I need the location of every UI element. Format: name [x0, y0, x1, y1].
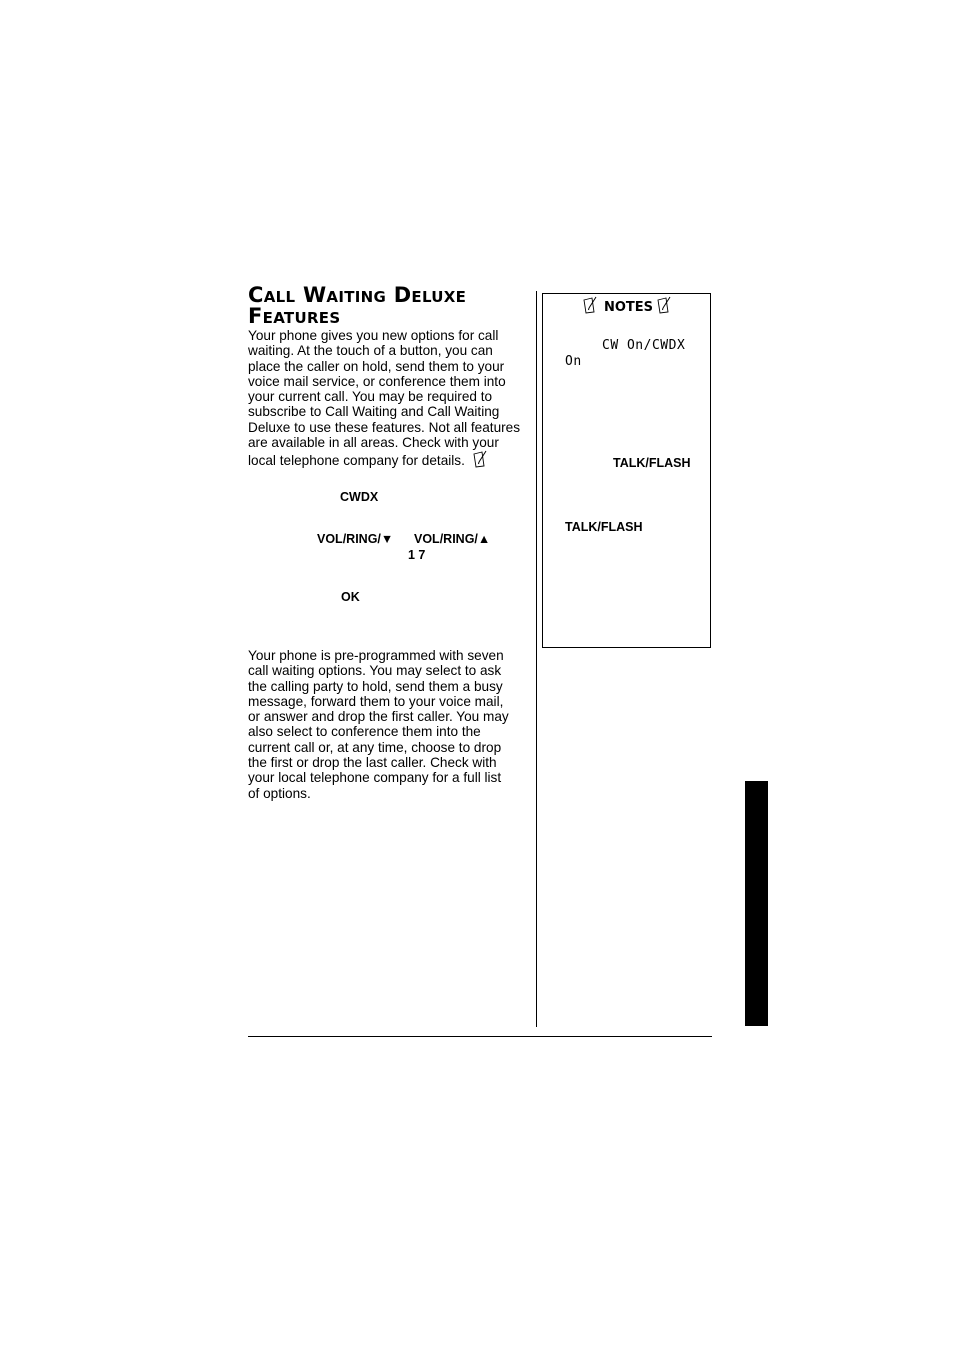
intro-line: Deluxe to use these features. Not all features — [248, 419, 521, 435]
intro-line: local telephone company for details. — [248, 453, 465, 469]
intro-line: subscribe to Call Waiting and Call Waiting — [248, 404, 500, 420]
intro-paragraph — [248, 328, 530, 469]
options-line: the first or drop the last caller. Check with — [248, 755, 497, 771]
note-pencil-icon — [472, 450, 488, 468]
section-title-line-2: Features — [248, 304, 341, 328]
vol-ring-down-key: VOL/RING/▼ — [317, 532, 394, 546]
options-line: of options. — [248, 785, 311, 801]
options-line: Your phone is pre-programmed with seven — [248, 648, 504, 663]
section-title-line-1: Call Waiting Deluxe — [248, 283, 467, 307]
lcd-display-text: On — [565, 354, 582, 369]
intro-line: your current call. You may be required to — [248, 389, 493, 405]
note-pencil-icon — [656, 296, 672, 314]
intro-line: are available in all areas. Check with your — [248, 435, 499, 451]
notes-title: NOTES — [604, 300, 654, 315]
options-line: message, forward them to your voice mail, — [248, 693, 504, 709]
intro-line-last — [248, 450, 530, 468]
talk-flash-key: TALK/FLASH — [565, 520, 643, 534]
options-line: or answer and drop the first caller. You may — [248, 709, 509, 725]
vol-ring-up-key: VOL/RING/▲ — [414, 532, 491, 546]
lcd-display-text: CW On/CWDX — [602, 338, 686, 353]
options-line: also select to conference them into the — [248, 724, 481, 740]
footer-rule — [248, 1036, 712, 1037]
options-paragraph — [248, 648, 530, 801]
options-line: the calling party to hold, send them a busy — [248, 678, 503, 694]
column-divider — [536, 291, 537, 1027]
talk-flash-key: TALK/FLASH — [613, 456, 691, 470]
section-thumb-tab — [745, 781, 768, 1026]
intro-line: waiting. At the touch of a button, you can — [248, 343, 493, 359]
intro-line: place the caller on hold, send them to your — [248, 358, 505, 374]
cwdx-label: CWDX — [340, 490, 379, 504]
options-line: call waiting options. You may select to ask — [248, 663, 502, 679]
digits-range: 1 7 — [408, 548, 426, 562]
section-title — [248, 285, 528, 327]
note-pencil-icon — [582, 296, 598, 314]
options-line: current call or, at any time, choose to drop — [248, 739, 502, 755]
intro-line: Your phone gives you new options for call — [248, 328, 499, 343]
intro-line: voice mail service, or conference them into — [248, 373, 506, 389]
ok-key: OK — [341, 590, 360, 604]
options-line: your local telephone company for a full list — [248, 770, 502, 786]
